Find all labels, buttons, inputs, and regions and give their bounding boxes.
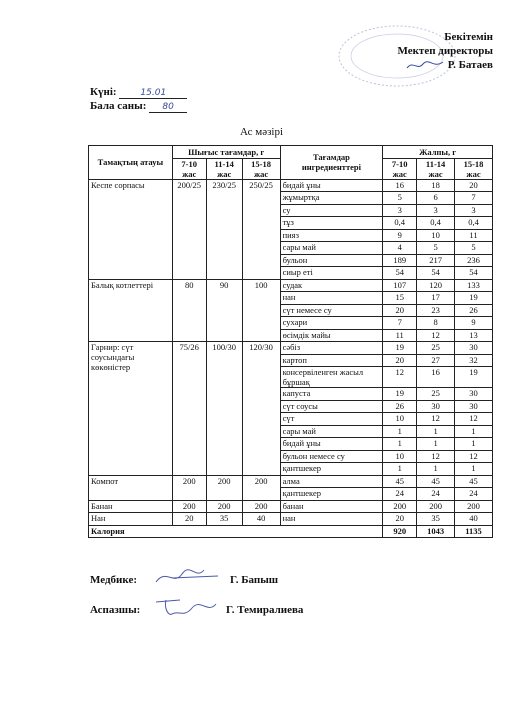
dish-name-cell: Кеспе сорпасы	[89, 179, 173, 279]
cook-name: Г. Темиралиева	[226, 604, 304, 616]
amount-cell: 4	[383, 242, 417, 255]
amount-cell: 20	[383, 354, 417, 367]
menu-table	[88, 145, 493, 538]
amount-cell: 24	[417, 488, 455, 501]
amount-cell: 12	[417, 329, 455, 342]
approval-line-2: Мектеп директоры	[397, 45, 493, 57]
ingredient-cell: бульон немесе су	[280, 450, 383, 463]
amount-cell: 25	[417, 342, 455, 355]
amount-cell: 40	[455, 513, 493, 526]
cook-signature-line	[90, 604, 304, 616]
document-title: Ас мәзірі	[239, 126, 284, 138]
ingredient-cell: алма	[280, 475, 383, 488]
dish-name-cell: Нан	[89, 513, 173, 526]
amount-cell: 35	[417, 513, 455, 526]
ingredient-cell: тұз	[280, 217, 383, 230]
header-ingredients: Тағамдар ингредиенттері	[280, 146, 383, 180]
amount-cell: 200	[455, 500, 493, 513]
amount-cell: 200	[383, 500, 417, 513]
menu-body	[89, 179, 493, 538]
ingredient-cell: картоп	[280, 354, 383, 367]
ingredient-cell: нан	[280, 513, 383, 526]
header-total-age3: 15-18 жас	[455, 158, 493, 179]
table-row	[89, 475, 493, 488]
ingredient-cell: нан	[280, 292, 383, 305]
amount-cell: 0,4	[417, 217, 455, 230]
header-output: Шығыс тағамдар, г	[172, 146, 280, 159]
amount-cell: 26	[383, 400, 417, 413]
amount-cell: 133	[455, 279, 493, 292]
amount-cell: 3	[455, 204, 493, 217]
dish-output-cell: 90	[206, 279, 242, 342]
table-row	[89, 500, 493, 513]
amount-cell: 25	[417, 388, 455, 401]
amount-cell: 20	[383, 513, 417, 526]
amount-cell: 1	[383, 463, 417, 476]
dish-output-cell: 100/30	[206, 342, 242, 476]
count-line	[90, 100, 187, 113]
dish-output-cell: 250/25	[242, 179, 280, 279]
count-value: 80	[149, 102, 187, 113]
ingredient-cell: сүт	[280, 413, 383, 426]
cook-signature-icon	[150, 596, 220, 620]
total-value-cell: 1043	[417, 525, 455, 538]
count-label: Бала саны:	[90, 100, 147, 112]
amount-cell: 5	[417, 242, 455, 255]
header-row-1	[89, 146, 493, 159]
ingredient-cell: консервіленген жасыл бұршақ	[280, 367, 383, 388]
dish-output-cell: 35	[206, 513, 242, 526]
ingredient-cell: сүт соусы	[280, 400, 383, 413]
ingredient-cell: қантшекер	[280, 488, 383, 501]
amount-cell: 30	[455, 342, 493, 355]
dish-name-cell: Гарнир: сүт соусындағы көкөністер	[89, 342, 173, 476]
amount-cell: 30	[455, 388, 493, 401]
dish-output-cell: 230/25	[206, 179, 242, 279]
amount-cell: 16	[417, 367, 455, 388]
table-row	[89, 342, 493, 355]
cook-role: Аспазшы:	[90, 604, 141, 616]
amount-cell: 19	[383, 388, 417, 401]
table-row	[89, 279, 493, 292]
amount-cell: 9	[383, 229, 417, 242]
dish-output-cell: 120/30	[242, 342, 280, 476]
ingredient-cell: сухари	[280, 317, 383, 330]
ingredient-cell: өсімдік майы	[280, 329, 383, 342]
amount-cell: 3	[383, 204, 417, 217]
amount-cell: 10	[383, 413, 417, 426]
director-name: Р. Батаев	[447, 59, 493, 71]
amount-cell: 10	[383, 450, 417, 463]
amount-cell: 12	[417, 413, 455, 426]
amount-cell: 6	[417, 192, 455, 205]
amount-cell: 7	[383, 317, 417, 330]
nurse-role: Медбике:	[90, 574, 137, 586]
amount-cell: 45	[417, 475, 455, 488]
dish-output-cell: 75/26	[172, 342, 206, 476]
amount-cell: 19	[383, 342, 417, 355]
amount-cell: 11	[383, 329, 417, 342]
amount-cell: 0,4	[455, 217, 493, 230]
header-total: Жалпы, г	[383, 146, 493, 159]
amount-cell: 12	[455, 450, 493, 463]
amount-cell: 24	[455, 488, 493, 501]
dish-name-cell: Балық котлеттері	[89, 279, 173, 342]
amount-cell: 32	[455, 354, 493, 367]
header-total-age1: 7-10 жас	[383, 158, 417, 179]
amount-cell: 107	[383, 279, 417, 292]
amount-cell: 11	[455, 229, 493, 242]
ingredient-cell: жұмыртқа	[280, 192, 383, 205]
ingredient-cell: сары май	[280, 242, 383, 255]
amount-cell: 1	[455, 425, 493, 438]
amount-cell: 0,4	[383, 217, 417, 230]
amount-cell: 13	[455, 329, 493, 342]
amount-cell: 1	[455, 438, 493, 451]
amount-cell: 1	[417, 438, 455, 451]
nurse-signature-line	[90, 574, 279, 586]
amount-cell: 1	[383, 438, 417, 451]
amount-cell: 10	[417, 229, 455, 242]
dish-name-cell: Компот	[89, 475, 173, 500]
amount-cell: 16	[383, 179, 417, 192]
total-label: Калория	[89, 525, 383, 538]
dish-output-cell: 40	[242, 513, 280, 526]
amount-cell: 30	[417, 400, 455, 413]
dish-output-cell: 200	[172, 475, 206, 500]
header-out-age2: 11-14 жас	[206, 158, 242, 179]
dish-output-cell: 100	[242, 279, 280, 342]
header-total-age2: 11-14 жас	[417, 158, 455, 179]
ingredient-cell: сүт немесе су	[280, 304, 383, 317]
approval-block	[397, 30, 493, 72]
ingredient-cell: капуста	[280, 388, 383, 401]
dish-output-cell: 200	[172, 500, 206, 513]
amount-cell: 26	[455, 304, 493, 317]
amount-cell: 30	[455, 400, 493, 413]
header-dish: Тамақтың атауы	[89, 146, 173, 180]
amount-cell: 54	[455, 267, 493, 280]
total-value-cell: 1135	[455, 525, 493, 538]
amount-cell: 12	[383, 367, 417, 388]
header-out-age1: 7-10 жас	[172, 158, 206, 179]
nurse-name: Г. Бапыш	[230, 574, 279, 586]
amount-cell: 17	[417, 292, 455, 305]
approval-line-3	[397, 58, 493, 72]
amount-cell: 7	[455, 192, 493, 205]
amount-cell: 1	[383, 425, 417, 438]
nurse-signature-icon	[152, 566, 222, 588]
amount-cell: 19	[455, 367, 493, 388]
ingredient-cell: қантшекер	[280, 463, 383, 476]
dish-output-cell: 80	[172, 279, 206, 342]
amount-cell: 45	[383, 475, 417, 488]
amount-cell: 120	[417, 279, 455, 292]
amount-cell: 18	[417, 179, 455, 192]
dish-output-cell: 200	[206, 475, 242, 500]
ingredient-cell: бидай ұны	[280, 438, 383, 451]
amount-cell: 27	[417, 354, 455, 367]
ingredient-cell: сары май	[280, 425, 383, 438]
ingredient-cell: бульон	[280, 254, 383, 267]
amount-cell: 1	[417, 425, 455, 438]
amount-cell: 12	[417, 450, 455, 463]
amount-cell: 189	[383, 254, 417, 267]
amount-cell: 54	[417, 267, 455, 280]
ingredient-cell: су	[280, 204, 383, 217]
ingredient-cell: банан	[280, 500, 383, 513]
dish-output-cell: 200	[206, 500, 242, 513]
date-label: Күні:	[90, 86, 117, 98]
amount-cell: 1	[417, 463, 455, 476]
ingredient-cell: сәбіз	[280, 342, 383, 355]
amount-cell: 24	[383, 488, 417, 501]
dish-output-cell: 200	[242, 500, 280, 513]
amount-cell: 236	[455, 254, 493, 267]
amount-cell: 54	[383, 267, 417, 280]
amount-cell: 217	[417, 254, 455, 267]
director-signature-icon	[405, 59, 445, 71]
ingredient-cell: пияз	[280, 229, 383, 242]
amount-cell: 9	[455, 317, 493, 330]
ingredient-cell: судак	[280, 279, 383, 292]
table-row	[89, 179, 493, 192]
date-line	[90, 86, 187, 99]
amount-cell: 1	[455, 463, 493, 476]
amount-cell: 8	[417, 317, 455, 330]
amount-cell: 3	[417, 204, 455, 217]
amount-cell: 5	[455, 242, 493, 255]
amount-cell: 20	[383, 304, 417, 317]
amount-cell: 19	[455, 292, 493, 305]
amount-cell: 23	[417, 304, 455, 317]
dish-output-cell: 20	[172, 513, 206, 526]
ingredient-cell: сиыр еті	[280, 267, 383, 280]
amount-cell: 200	[417, 500, 455, 513]
header-out-age3: 15-18 жас	[242, 158, 280, 179]
amount-cell: 15	[383, 292, 417, 305]
amount-cell: 12	[455, 413, 493, 426]
approval-line-1: Бекітемін	[444, 31, 493, 43]
dish-output-cell: 200	[242, 475, 280, 500]
total-row	[89, 525, 493, 538]
dish-name-cell: Банан	[89, 500, 173, 513]
amount-cell: 5	[383, 192, 417, 205]
date-value: 15.01	[119, 88, 187, 99]
ingredient-cell: бидай ұны	[280, 179, 383, 192]
amount-cell: 20	[455, 179, 493, 192]
amount-cell: 45	[455, 475, 493, 488]
dish-output-cell: 200/25	[172, 179, 206, 279]
table-row	[89, 513, 493, 526]
total-value-cell: 920	[383, 525, 417, 538]
